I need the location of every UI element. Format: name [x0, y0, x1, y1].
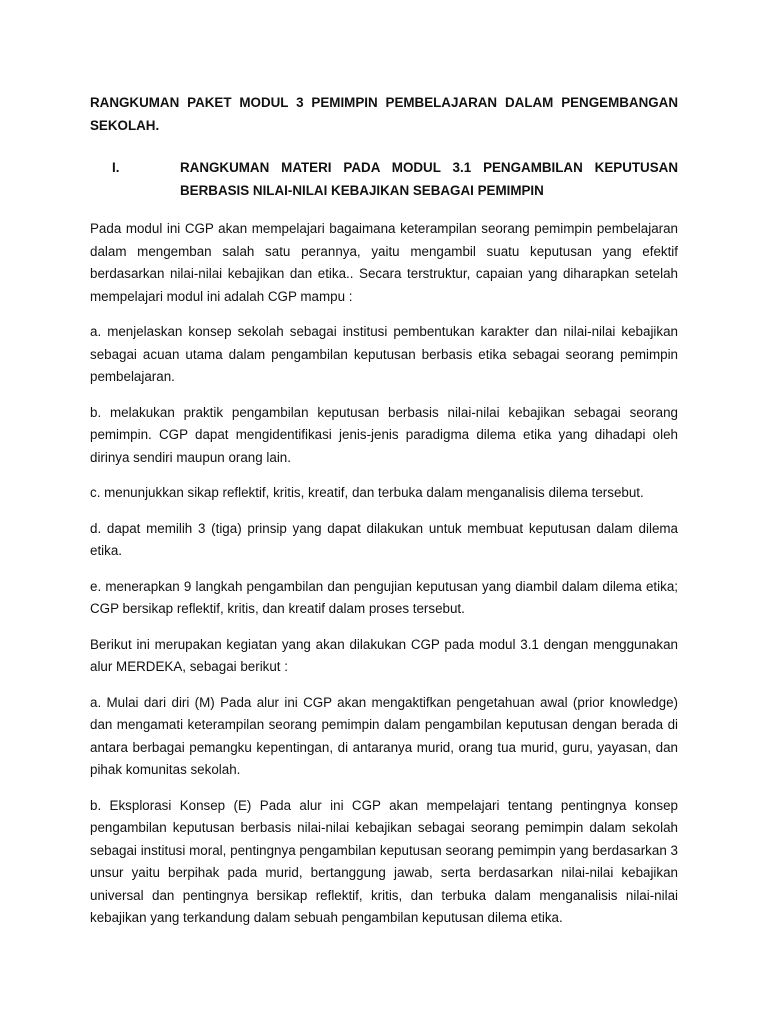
section-heading	[90, 157, 678, 202]
document-page	[90, 92, 678, 943]
section-title: RANGKUMAN MATERI PADA MODUL 3.1 PENGAMBILAN KEPUTUSAN BERBASIS NILAI-NILAI KEBAJIKAN SEBAGAI PEMIMPIN	[180, 160, 678, 198]
objective-b-paragraph: b. melakukan praktik pengambilan keputusan berbasis nilai-nilai kebajikan sebagai seorang pemimpin. CGP dapat mengidentifikasi jenis-jenis paradigma dilema etika yang dihadapi oleh dirinya sendiri maupun orang lain.	[90, 404, 678, 465]
section-number: I.	[112, 160, 120, 175]
merdeka-intro-paragraph: Berikut ini merupakan kegiatan yang akan dilakukan CGP pada modul 3.1 dengan menggunakan alur MERDEKA, sebagai berikut :	[90, 636, 678, 674]
merdeka-step-b-paragraph: b. Eksplorasi Konsep (E) Pada alur ini CGP akan mempelajari tentang pentingnya konsep pengambilan keputusan berbasis nilai-nilai kebajikan sebagai seorang pemimpin dalam sekolah sebagai institusi moral, pentingnya pengambilan keputusan seorang pemimpin yang berdasarkan 3 unsur yaitu berpihak pada murid, bertanggung jawab, serta berdasarkan nilai-nilai kebajikan universal dan pentingnya bersikap reflektif, kritis, dan terbuka dalam menganalisis nilai-nilai kebajikan yang terkandung dalam sebuah pengambilan keputusan dilema etika.	[90, 797, 678, 925]
objective-d-paragraph: d. dapat memilih 3 (tiga) prinsip yang dapat dilakukan untuk membuat keputusan dalam dilema etika.	[90, 520, 678, 558]
merdeka-step-a-paragraph: a. Mulai dari diri (M) Pada alur ini CGP akan mengaktifkan pengetahuan awal (prior knowledge) dan mengamati keterampilan seorang pemimpin dalam pengambilan keputusan dengan berada di antara berbagai pemangku kepentingan, di antaranya murid, orang tua murid, guru, yayasan, dan pihak komunitas sekolah.	[90, 694, 678, 777]
objective-a-paragraph: a. menjelaskan konsep sekolah sebagai institusi pembentukan karakter dan nilai-nilai kebajikan sebagai acuan utama dalam pengambilan keputusan berbasis etika sebagai seorang pemimpin pembelajaran.	[90, 324, 678, 384]
objective-c-paragraph: c. menunjukkan sikap reflektif, kritis, kreatif, dan terbuka dalam menganalisis dilema tersebut.	[90, 485, 644, 500]
intro-paragraph: Pada modul ini CGP akan mempelajari bagaimana keterampilan seorang pemimpin pembelajaran dalam mengemban salah satu perannya, yaitu mengambil suatu keputusan yang efektif berdasarkan nilai-nilai kebajikan dan etika.. Secara terstruktur, capaian yang diharapkan setelah mempelajari modul ini adalah CGP mampu :	[90, 221, 678, 304]
document-title: RANGKUMAN PAKET MODUL 3 PEMIMPIN PEMBELAJARAN DALAM PENGEMBANGAN SEKOLAH.	[90, 95, 678, 133]
objective-e-paragraph: e. menerapkan 9 langkah pengambilan dan pengujian keputusan yang diambil dalam dilema etika; CGP bersikap reflektif, kritis, dan kreatif dalam proses tersebut.	[90, 578, 678, 616]
